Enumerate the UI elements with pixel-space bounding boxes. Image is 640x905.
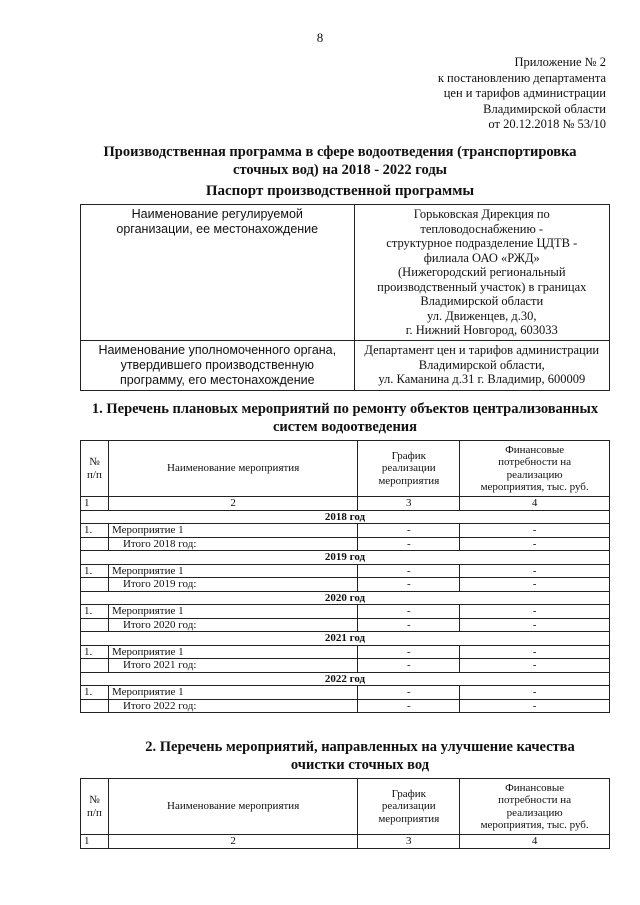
section-1-title (80, 400, 610, 436)
total-label: Итого 2019 год: (108, 578, 357, 592)
appendix-line: от 20.12.2018 № 53/10 (488, 117, 606, 131)
event-name: Мероприятие 1 (108, 686, 357, 700)
appendix-block (438, 55, 606, 133)
total-label: Итого 2018 год: (108, 537, 357, 551)
row-number-empty (81, 659, 109, 673)
title-line: Производственная программа в сфере водоотведения (транспортировка (103, 144, 577, 160)
appendix-line: Владимирской области (483, 101, 606, 116)
header-line: мероприятия, тыс. руб. (480, 481, 589, 493)
year-row (81, 632, 610, 646)
total-label: Итого 2020 год: (108, 618, 357, 632)
table-row (81, 686, 610, 700)
appendix-line: цен и тарифов администрации (443, 86, 606, 100)
event-schedule: - (358, 524, 460, 538)
event-finance: - (460, 686, 610, 700)
value-line: Владимирской области, (418, 357, 545, 372)
header-cell-schedule (358, 441, 460, 497)
row-number-empty (81, 618, 109, 632)
label-line: программу, его местонахождение (119, 372, 315, 387)
total-schedule: - (358, 659, 460, 673)
value-line: филиала ОАО «РЖД» (423, 250, 540, 265)
header-line: реализации (381, 462, 436, 475)
section-title-line: систем водоотведения (272, 419, 418, 435)
passport-table (80, 204, 610, 391)
column-number-cell: 1 (81, 497, 109, 511)
header-cell-name (108, 441, 357, 497)
column-number-cell: 3 (358, 835, 460, 849)
table-row (81, 605, 610, 619)
section-title-line: 1. Перечень плановых мероприятий по ремонту объектов централизованных (91, 401, 599, 417)
event-name: Мероприятие 1 (108, 524, 357, 538)
total-schedule: - (358, 618, 460, 632)
row-number: 1. (81, 686, 109, 700)
appendix-line: Приложение № 2 (514, 55, 606, 69)
section-title-line: очистки сточных вод (290, 757, 430, 773)
year-row (81, 510, 610, 524)
header-line: реализацию (506, 468, 563, 481)
passport-label (81, 340, 355, 390)
header-line: Наименование мероприятия (167, 800, 300, 813)
header-cell-finance (460, 779, 610, 835)
event-schedule: - (358, 605, 460, 619)
event-name: Мероприятие 1 (108, 605, 357, 619)
value-line: тепловодоснабжению - (420, 221, 544, 236)
year-label: 2018 год (81, 510, 610, 524)
header-line: Финансовые (505, 443, 565, 456)
events-table-2 (80, 778, 610, 849)
event-schedule: - (358, 564, 460, 578)
page-number: 8 (316, 30, 324, 45)
column-number-row (81, 835, 610, 849)
table-row (81, 524, 610, 538)
label-line: утвердившего производственную (120, 357, 314, 372)
passport-title: Паспорт производственной программы (205, 183, 475, 199)
column-number-cell: 2 (108, 835, 357, 849)
year-row (81, 551, 610, 565)
passport-row-authority (81, 340, 610, 390)
section-title-line: 2. Перечень мероприятий, направленных на улучшение качества (145, 739, 575, 755)
header-line: мероприятия (378, 474, 440, 487)
value-line: г. Нижний Новгород, 603033 (405, 323, 558, 337)
value-line: Владимирской области (420, 294, 544, 308)
passport-row-organization (81, 205, 610, 341)
year-label: 2021 год (81, 632, 610, 646)
title-line: сточных вод) на 2018 - 2022 годы (233, 162, 447, 178)
total-row (81, 699, 610, 713)
table-row (81, 645, 610, 659)
value-line: (Нижегородский региональный (398, 265, 566, 279)
appendix-line: к постановлению департамента (437, 70, 606, 85)
header-cell-schedule (358, 779, 460, 835)
row-number: 1. (81, 605, 109, 619)
header-line: График (391, 449, 426, 462)
event-schedule: - (358, 686, 460, 700)
value-line: ул. Движенцев, д.30, (427, 308, 537, 323)
total-row (81, 578, 610, 592)
header-line: № (89, 794, 100, 806)
total-row (81, 659, 610, 673)
header-line: реализации (381, 800, 436, 813)
header-line: мероприятия (378, 812, 440, 825)
header-cell-num (81, 441, 109, 497)
total-row (81, 618, 610, 632)
event-finance: - (460, 524, 610, 538)
header-line: График (391, 787, 426, 800)
header-cell-num (81, 779, 109, 835)
total-row (81, 537, 610, 551)
header-line: потребности на (498, 794, 572, 806)
passport-label: Наименование регулируемой организации, ее местонахождение (81, 205, 355, 341)
column-number-row (81, 497, 610, 511)
header-line: № (89, 456, 100, 468)
total-finance: - (460, 659, 610, 673)
event-name: Мероприятие 1 (108, 645, 357, 659)
event-schedule: - (358, 645, 460, 659)
event-finance: - (460, 605, 610, 619)
year-row (81, 591, 610, 605)
value-line: Горьковская Дирекция по (413, 207, 550, 221)
total-finance: - (460, 699, 610, 713)
passport-value (354, 340, 609, 390)
row-number: 1. (81, 564, 109, 578)
header-cell-finance (460, 441, 610, 497)
table-header-row (81, 779, 610, 835)
total-finance: - (460, 618, 610, 632)
column-number-cell: 1 (81, 835, 109, 849)
value-line: производственный участок) в границах (377, 279, 587, 294)
total-finance: - (460, 537, 610, 551)
header-cell-name (108, 779, 357, 835)
total-label: Итого 2021 год: (108, 659, 357, 673)
table-row (81, 564, 610, 578)
event-finance: - (460, 645, 610, 659)
year-label: 2022 год (81, 672, 610, 686)
year-label: 2020 год (81, 591, 610, 605)
header-line: мероприятия, тыс. руб. (480, 819, 589, 831)
row-number-empty (81, 578, 109, 592)
row-number-empty (81, 537, 109, 551)
header-line: п/п (87, 468, 102, 481)
column-number-cell: 2 (108, 497, 357, 511)
value-line: ул. Каманина д.31 г. Владимир, 600009 (378, 372, 586, 387)
total-schedule: - (358, 578, 460, 592)
header-line: Наименование мероприятия (167, 462, 300, 475)
events-table-1 (80, 440, 610, 713)
header-line: реализацию (506, 806, 563, 819)
column-number-cell: 3 (358, 497, 460, 511)
event-name: Мероприятие 1 (108, 564, 357, 578)
value-line: структурное подразделение ЦДТВ - (386, 236, 578, 250)
row-number: 1. (81, 524, 109, 538)
total-finance: - (460, 578, 610, 592)
total-schedule: - (358, 699, 460, 713)
label-line: Наименование уполномоченного органа, (98, 342, 337, 357)
document-title (70, 143, 610, 179)
header-line: п/п (87, 806, 102, 819)
passport-value (354, 205, 609, 341)
year-row (81, 672, 610, 686)
header-line: Финансовые (505, 781, 565, 794)
row-number-empty (81, 699, 109, 713)
row-number: 1. (81, 645, 109, 659)
value-line: Департамент цен и тарифов администрации (364, 343, 600, 358)
column-number-cell: 4 (460, 835, 610, 849)
total-schedule: - (358, 537, 460, 551)
year-label: 2019 год (81, 551, 610, 565)
header-line: потребности на (498, 456, 572, 468)
section-2-title (100, 738, 620, 774)
total-label: Итого 2022 год: (108, 699, 357, 713)
column-number-cell: 4 (460, 497, 610, 511)
table-header-row (81, 441, 610, 497)
event-finance: - (460, 564, 610, 578)
